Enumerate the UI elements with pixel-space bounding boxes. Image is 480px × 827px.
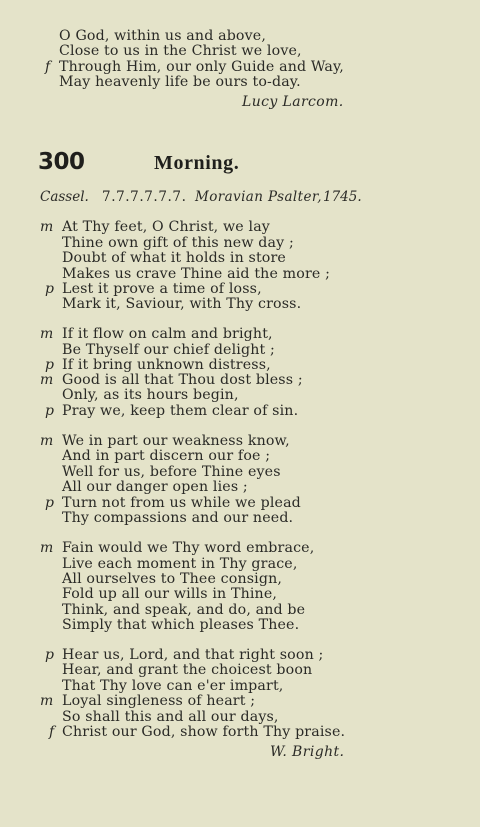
verse-line: Simply that which pleases Thee. (62, 617, 300, 633)
verse-line: May heavenly life be ours to-day. (59, 74, 301, 90)
verse-line: Fold up all our wills in Thine, (62, 586, 278, 602)
verse-line: All our danger open lies ; (62, 479, 248, 495)
verse-line: O God, within us and above, (59, 28, 266, 44)
verse-line: And in part discern our foe ; (62, 448, 271, 464)
author-attribution: Lucy Larcom. (242, 94, 344, 110)
verse-line: Well for us, before Thine eyes (62, 464, 281, 480)
tune-year: 1745. (323, 189, 362, 205)
verse-line: Hear us, Lord, and that right soon ; (62, 647, 324, 663)
dynamic-mark: p (45, 281, 54, 297)
verse-line: We in part our weakness know, (62, 433, 290, 449)
verse-line: Good is all that Thou dost bless ; (62, 372, 303, 388)
verse-line: Live each moment in Thy grace, (62, 556, 298, 572)
dynamic-mark: m (40, 433, 54, 449)
verse-line: Thine own gift of this new day ; (62, 235, 294, 251)
verse-line: If it flow on calm and bright, (62, 326, 273, 342)
dynamic-mark: f (49, 724, 55, 740)
verse-line: Close to us in the Christ we love, (59, 43, 302, 59)
verse-line: If it bring unknown distress, (62, 357, 271, 373)
verse-line: Doubt of what it holds in store (62, 250, 286, 266)
dynamic-mark: m (40, 540, 54, 556)
verse-line: Pray we, keep them clear of sin. (62, 403, 299, 419)
verse-line: Think, and speak, and do, and be (62, 602, 306, 618)
verse-line: That Thy love can e'er impart, (62, 678, 284, 694)
dynamic-mark: m (40, 326, 54, 342)
verse-line: Turn not from us while we plead (62, 495, 301, 511)
verse-line: Makes us crave Thine aid the more ; (62, 266, 331, 282)
verse-line: Mark it, Saviour, with Thy cross. (62, 296, 302, 312)
tune-source: Moravian Psalter, (195, 189, 322, 205)
verse-line: Loyal singleness of heart ; (62, 693, 256, 709)
hymn-number: 300 (38, 149, 85, 175)
author-attribution: W. Bright. (270, 744, 345, 760)
verse-line: Through Him, our only Guide and Way, (59, 59, 344, 75)
verse-line: Fain would we Thy word embrace, (62, 540, 315, 556)
tune-meter: 7.7.7.7.7.7. (102, 189, 187, 205)
verse-line: Lest it prove a time of loss, (62, 281, 262, 297)
verse-line: Christ our God, show forth Thy praise. (62, 724, 346, 740)
dynamic-mark: p (45, 647, 54, 663)
dynamic-mark: m (40, 219, 54, 235)
dynamic-mark: m (40, 372, 54, 388)
verse-line: All ourselves to Thee consign, (62, 571, 283, 587)
verse-line: At Thy feet, O Christ, we lay (62, 219, 270, 235)
verse-line: Be Thyself our chief delight ; (62, 342, 275, 358)
dynamic-mark: f (45, 59, 51, 75)
verse-line: Hear, and grant the choicest boon (62, 662, 313, 678)
dynamic-mark: p (45, 403, 54, 419)
verse-line: Thy compassions and our need. (62, 510, 294, 526)
verse-line: Only, as its hours begin, (62, 387, 239, 403)
dynamic-mark: p (45, 495, 54, 511)
dynamic-mark: m (40, 693, 54, 709)
tune-name: Cassel. (40, 189, 89, 205)
hymn-title: Morning. (154, 152, 240, 174)
verse-line: So shall this and all our days, (62, 709, 279, 725)
dynamic-mark: p (45, 357, 54, 373)
